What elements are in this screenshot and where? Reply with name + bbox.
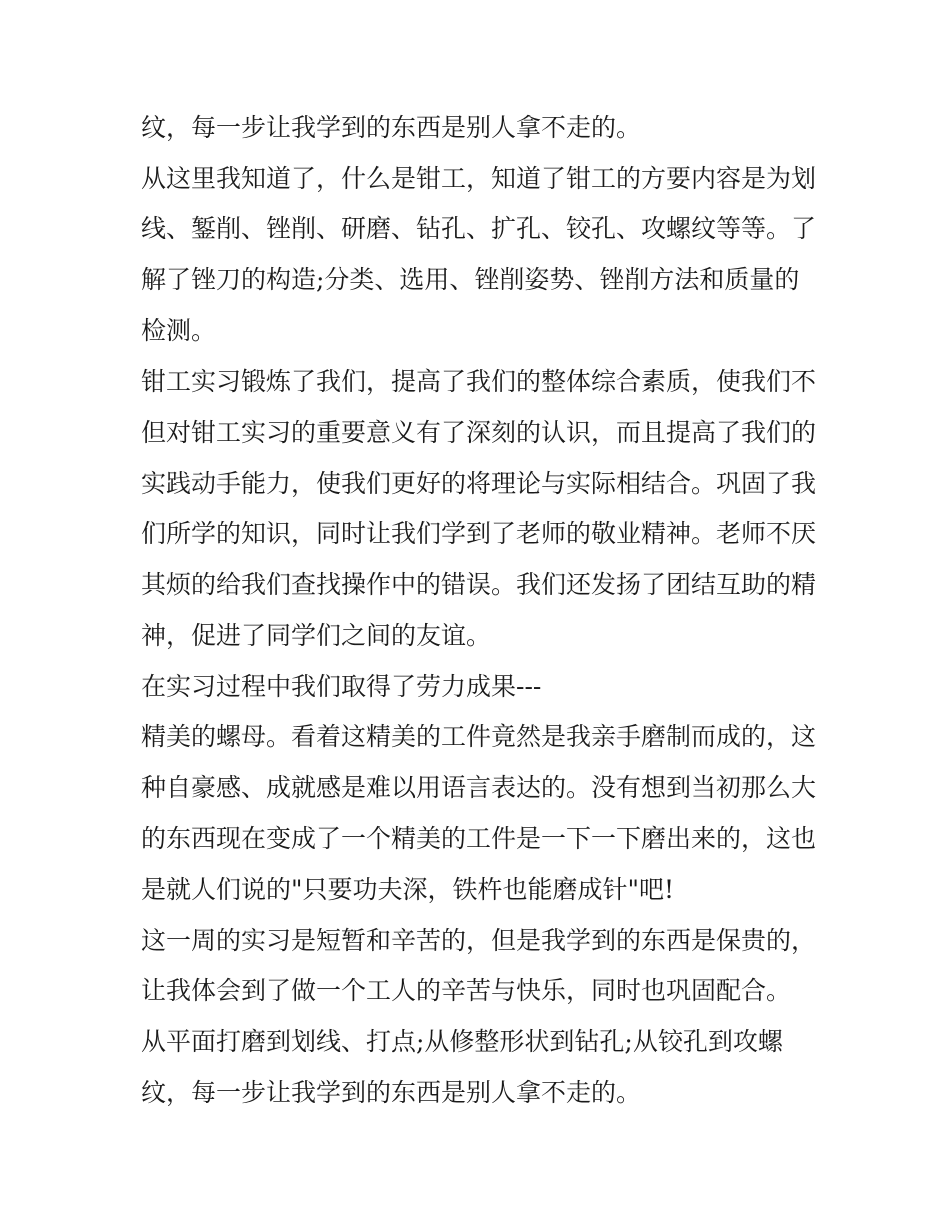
text-line: 钳工实习锻炼了我们，提高了我们的整体综合素质，使我们不 <box>141 367 817 396</box>
text-line: 在实习过程中我们取得了劳力成果--- <box>141 672 542 701</box>
text-line: 检测。 <box>141 316 217 345</box>
text-line: 神，促进了同学们之间的友谊。 <box>141 621 492 650</box>
text-line: 但对钳工实习的重要意义有了深刻的认识，而且提高了我们的 <box>141 418 817 447</box>
text-line: 是就人们说的"只要功夫深，铁杵也能磨成针"吧! <box>141 875 675 904</box>
text-line: 的东西现在变成了一个精美的工件是一下一下磨出来的，这也 <box>141 824 817 853</box>
text-line: 线、錾削、锉削、研磨、钻孔、扩孔、铰孔、攻螺纹等等。了 <box>141 214 817 243</box>
text-line: 们所学的知识，同时让我们学到了老师的敬业精神。老师不厌 <box>141 519 817 548</box>
text-line: 这一周的实习是短暂和辛苦的，但是我学到的东西是保贵的， <box>141 926 817 955</box>
text-line: 纹，每一步让我学到的东西是别人拿不走的。 <box>141 1078 642 1107</box>
text-line: 从平面打磨到划线、打点;从修整形状到钻孔;从铰孔到攻螺 <box>141 1027 783 1056</box>
text-line: 种自豪感、成就感是难以用语言表达的。没有想到当初那么大 <box>141 773 817 802</box>
text-line: 解了锉刀的构造;分类、选用、锉削姿势、锉削方法和质量的 <box>141 265 800 294</box>
text-line: 让我体会到了做一个工人的辛苦与快乐，同时也巩固配合。 <box>141 976 792 1005</box>
text-line: 精美的螺母。看着这精美的工件竟然是我亲手磨制而成的，这 <box>141 722 817 751</box>
text-line: 实践动手能力，使我们更好的将理论与实际相结合。巩固了我 <box>141 469 817 498</box>
text-line: 其烦的给我们查找操作中的错误。我们还发扬了团结互助的精 <box>141 570 817 599</box>
text-line: 纹，每一步让我学到的东西是别人拿不走的。 <box>141 113 642 142</box>
text-line: 从这里我知道了，什么是钳工，知道了钳工的方要内容是为划 <box>141 164 817 193</box>
